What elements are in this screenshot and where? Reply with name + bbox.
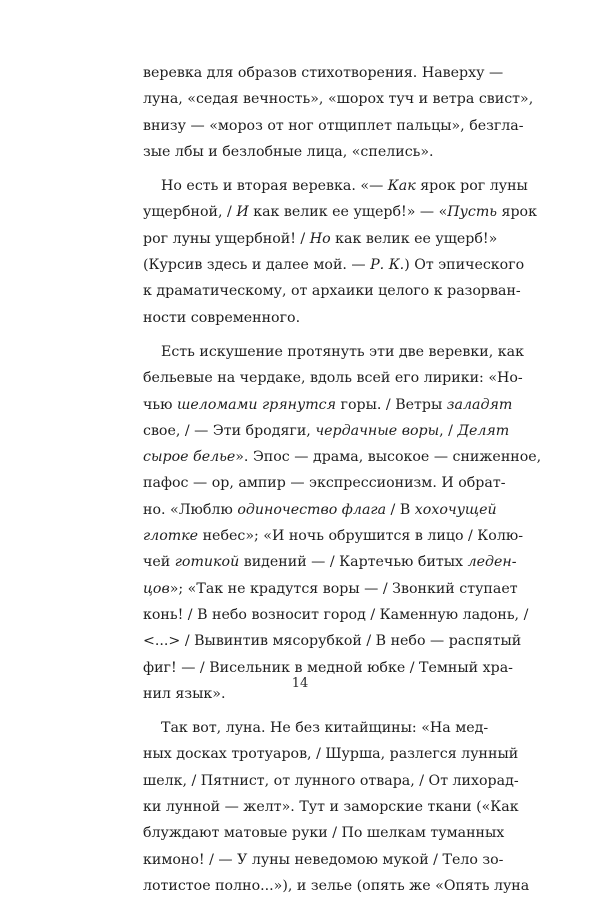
- text-segment: к драматическому, от архаики целого к разорван-: [143, 283, 521, 300]
- italic-text: леден-: [467, 554, 517, 571]
- text-segment: пафос — ор, ампир — экспрессионизм. И обрат-: [143, 475, 506, 492]
- italic-text: Р. К.: [370, 257, 405, 274]
- text-segment: свое, / — Эти бродяги,: [143, 422, 316, 439]
- text-segment: но. «Люблю: [143, 501, 238, 518]
- text-segment: конь! / В небо возносит город / Каменную ладонь, /: [143, 606, 529, 623]
- text-segment: »; «Так не крадутся воры — / Звонкий ступает: [169, 580, 518, 597]
- text-line: [143, 278, 521, 304]
- text-line: [143, 113, 524, 139]
- text-segment: горы. / Ветры: [336, 396, 447, 413]
- italic-text: заладят: [446, 396, 513, 413]
- text-line: [143, 715, 489, 741]
- italic-text: Но: [309, 230, 331, 247]
- text-line: [143, 470, 506, 496]
- text-line: [143, 628, 522, 654]
- text-segment: ярок: [497, 204, 537, 221]
- text-line: [143, 497, 497, 523]
- text-line: [143, 199, 537, 225]
- italic-text: сырое белье: [143, 449, 236, 466]
- paragraph: [143, 339, 542, 707]
- paragraph: [143, 60, 534, 165]
- italic-text: Делят: [457, 422, 510, 439]
- text-segment: ности современного.: [143, 309, 301, 326]
- text-segment: ущербной, /: [143, 204, 237, 221]
- text-segment: блуждают матовые руки / По шелкам туманных: [143, 825, 505, 842]
- text-line: [143, 86, 534, 112]
- text-segment: видений — / Картечью битых: [239, 554, 468, 571]
- text-segment: чей: [143, 554, 175, 571]
- text-segment: как велик ее ущерб!» — «: [248, 204, 448, 221]
- text-line: [143, 339, 524, 365]
- text-line: [143, 794, 519, 820]
- text-segment: <...> / Вывинтив мясорубкой / В небо — распятый: [143, 633, 522, 650]
- text-line: [143, 576, 518, 602]
- italic-text: глотке: [143, 528, 199, 545]
- italic-text: Как: [387, 178, 416, 195]
- text-segment: фиг! — / Висельник в медной юбке / Темный хра-: [143, 659, 513, 676]
- paragraph: [143, 715, 530, 899]
- text-segment: , /: [439, 422, 458, 439]
- italic-text: цов: [143, 580, 170, 597]
- text-line: [143, 305, 470, 331]
- text-line: [143, 602, 529, 628]
- text-line: [143, 139, 470, 165]
- text-segment: / В: [386, 501, 415, 518]
- text-segment: кимоно! / — У луны неведомою мукой / Тело зо-: [143, 851, 504, 868]
- text-segment: Так вот, луна. Не без китайщины: «На мед-: [161, 720, 489, 737]
- text-segment: как велик ее ущерб!»: [330, 230, 498, 247]
- text-segment: шелк, / Пятнист, от лунного отвара, / От лихорад-: [143, 772, 519, 789]
- text-segment: ных досках тротуаров, / Шурша, разлегся лунный: [143, 746, 519, 763]
- text-line: [143, 418, 510, 444]
- text-line: [143, 847, 504, 873]
- text-line: [143, 820, 505, 846]
- italic-text: хохочущей: [414, 501, 497, 518]
- italic-text: шеломами грянутся: [176, 396, 337, 413]
- text-segment: Но есть и вторая веревка. «—: [161, 178, 388, 195]
- text-segment: луна, «седая вечность», «шорох туч и ветра свист»,: [143, 91, 534, 108]
- text-segment: (Курсив здесь и далее мой. —: [143, 257, 371, 274]
- text-segment: рог луны ущербной! /: [143, 230, 310, 247]
- text-segment: ки лунной — желт». Тут и заморские ткани («Как: [143, 799, 519, 816]
- italic-text: И: [236, 204, 249, 221]
- text-line: [143, 523, 523, 549]
- text-line: [143, 60, 504, 86]
- italic-text: одиночество флага: [237, 501, 387, 518]
- text-segment: зые лбы и безлобные лица, «спелись».: [143, 143, 434, 160]
- text-segment: чью: [143, 396, 177, 413]
- text-segment: внизу — «мороз от ног отщиплет пальцы», безгла-: [143, 117, 524, 134]
- paragraph: [143, 173, 537, 331]
- text-line: [143, 549, 517, 575]
- text-line: [143, 444, 542, 470]
- text-segment: веревка для образов стихотворения. Наверху —: [143, 65, 504, 81]
- text-line: [143, 173, 528, 199]
- text-segment: лотистое полно...»), и зелье (опять же «Опять луна: [143, 877, 530, 894]
- page-number: 14: [291, 676, 309, 691]
- text-segment: Есть искушение протянуть эти две веревки, как: [161, 343, 524, 360]
- text-segment: ) От эпического: [404, 257, 525, 274]
- text-line: [143, 768, 519, 794]
- text-segment: бельевые на чердаке, вдоль всей его лирики: «Но-: [143, 370, 523, 387]
- text-segment: ». Эпос — драма, высокое — сниженное,: [235, 449, 542, 466]
- book-page-text: [143, 60, 542, 899]
- italic-text: чердачные воры: [315, 422, 440, 439]
- text-line: [143, 226, 498, 252]
- text-segment: ярок рог луны: [415, 178, 528, 195]
- text-line: [143, 392, 513, 418]
- text-line: [143, 365, 523, 391]
- text-segment: нил язык».: [143, 685, 226, 702]
- italic-text: Пусть: [447, 204, 498, 221]
- text-line: [143, 741, 519, 767]
- text-segment: небес»; «И ночь обрушится в лицо / Колю-: [198, 528, 523, 545]
- text-line: [143, 873, 530, 899]
- italic-text: готикой: [174, 554, 240, 571]
- text-line: [143, 252, 525, 278]
